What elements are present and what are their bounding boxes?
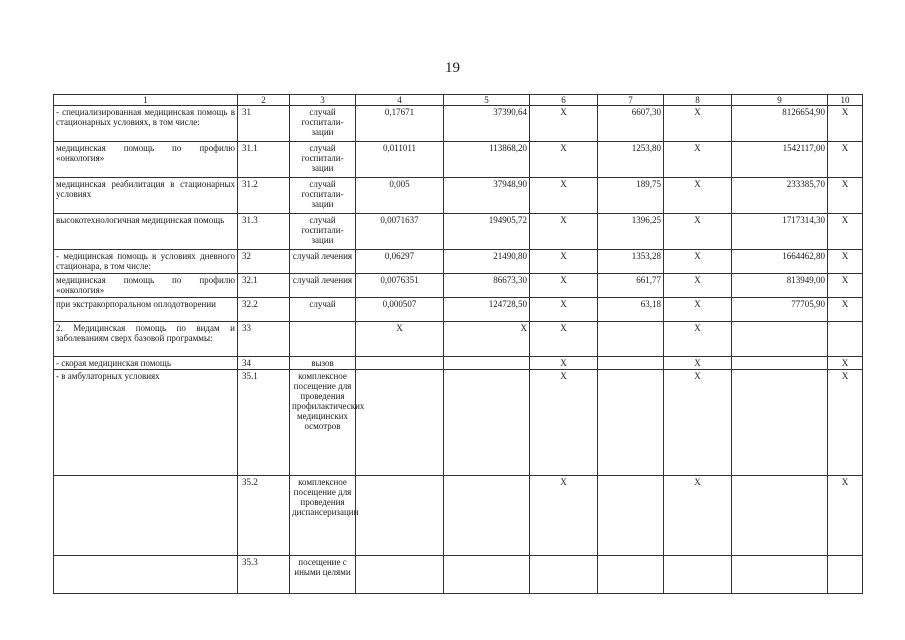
table-cell: высокотехнологичная медицинская помощь — [54, 214, 238, 250]
table-cell: X — [664, 357, 732, 370]
table-row — [54, 298, 863, 322]
table-row — [54, 178, 863, 214]
table-cell — [356, 357, 444, 370]
table-cell: 233385,70 — [732, 178, 828, 214]
table-cell: X — [444, 322, 530, 357]
table-cell: X — [664, 142, 732, 178]
table-cell — [598, 556, 664, 594]
table-cell: медицинская помощь по профилю «онкология» — [54, 142, 238, 178]
table-cell: X — [828, 274, 863, 298]
table-cell: случай лечения — [290, 274, 356, 298]
table-cell: - медицинская помощь в условиях дневного стационара, в том числе: — [54, 250, 238, 274]
table-cell: X — [664, 476, 732, 556]
table-row — [54, 556, 863, 594]
table-cell: 194905,72 — [444, 214, 530, 250]
table-cell: X — [530, 178, 598, 214]
table-cell: 37390,64 — [444, 106, 530, 142]
table-cell: 0,011011 — [356, 142, 444, 178]
table-cell: 31 — [238, 106, 290, 142]
table-cell: X — [664, 250, 732, 274]
table-cell — [444, 370, 530, 476]
table-cell: 0,0076351 — [356, 274, 444, 298]
table-cell — [598, 370, 664, 476]
table-cell: X — [828, 106, 863, 142]
table-cell: 1396,25 — [598, 214, 664, 250]
table-row — [54, 214, 863, 250]
table-cell: 661,77 — [598, 274, 664, 298]
table-cell: 0,005 — [356, 178, 444, 214]
table-cell: 21490,80 — [444, 250, 530, 274]
table-cell: 31.1 — [238, 142, 290, 178]
table-cell: вызов — [290, 357, 356, 370]
table-cell: 37948,90 — [444, 178, 530, 214]
column-header: 8 — [664, 95, 732, 106]
table-row — [54, 142, 863, 178]
table-cell — [598, 476, 664, 556]
table-cell — [598, 322, 664, 357]
table-cell: 32.1 — [238, 274, 290, 298]
table-cell — [732, 370, 828, 476]
table-cell: 35.3 — [238, 556, 290, 594]
table-cell — [444, 357, 530, 370]
table-cell: случай госпитали-зации — [290, 142, 356, 178]
table-row — [54, 357, 863, 370]
table-cell: 0,000507 — [356, 298, 444, 322]
table-cell: X — [828, 214, 863, 250]
table-cell: 1353,28 — [598, 250, 664, 274]
table-cell: случай госпитали-зации — [290, 106, 356, 142]
table-cell: 31.2 — [238, 178, 290, 214]
column-header: 3 — [290, 95, 356, 106]
column-header: 9 — [732, 95, 828, 106]
table-cell — [732, 357, 828, 370]
table-cell: X — [530, 322, 598, 357]
table-cell — [598, 357, 664, 370]
table-cell — [732, 556, 828, 594]
table-cell: X — [664, 298, 732, 322]
table-cell — [444, 556, 530, 594]
table-cell: 1717314,30 — [732, 214, 828, 250]
table-cell: 1664462,80 — [732, 250, 828, 274]
table-cell — [356, 476, 444, 556]
table-row — [54, 476, 863, 556]
table-cell: комплексное посещение для проведения профилактических медицинских осмотров — [290, 370, 356, 476]
table-row — [54, 106, 863, 142]
table-cell: X — [664, 214, 732, 250]
table-cell: 1253,80 — [598, 142, 664, 178]
table-cell: X — [530, 357, 598, 370]
table-cell: медицинская реабилитация в стационарных условиях — [54, 178, 238, 214]
table-cell: медицинская помощь по профилю «онкология» — [54, 274, 238, 298]
table-cell: X — [356, 322, 444, 357]
table-cell: 1542117,00 — [732, 142, 828, 178]
table-cell: 31.3 — [238, 214, 290, 250]
table-cell: 77705,90 — [732, 298, 828, 322]
table-cell: при экстракорпоральном оплодотворении — [54, 298, 238, 322]
table-cell: X — [664, 274, 732, 298]
table-cell: 6607,30 — [598, 106, 664, 142]
table-cell: 35.2 — [238, 476, 290, 556]
table-cell: X — [530, 250, 598, 274]
column-header: 4 — [356, 95, 444, 106]
table-cell — [664, 556, 732, 594]
column-header: 6 — [530, 95, 598, 106]
page-number: 19 — [445, 60, 460, 76]
column-header: 7 — [598, 95, 664, 106]
table-cell: случай лечения — [290, 250, 356, 274]
table-cell — [54, 476, 238, 556]
table-row — [54, 274, 863, 298]
table-cell — [54, 556, 238, 594]
table-cell: X — [828, 298, 863, 322]
table-cell: X — [530, 298, 598, 322]
table-row — [54, 370, 863, 476]
table-cell — [444, 476, 530, 556]
table-cell: 124728,50 — [444, 298, 530, 322]
table-cell: X — [828, 357, 863, 370]
table-cell: - в амбулаторных условиях — [54, 370, 238, 476]
table-cell: X — [828, 476, 863, 556]
table-cell: случай госпитали-зации — [290, 214, 356, 250]
table-cell — [530, 556, 598, 594]
table-cell: X — [530, 476, 598, 556]
table-cell: X — [828, 250, 863, 274]
table-cell: X — [664, 106, 732, 142]
table-cell: 32.2 — [238, 298, 290, 322]
table-cell: X — [530, 274, 598, 298]
column-header: 2 — [238, 95, 290, 106]
table-cell: посещение с иными целями — [290, 556, 356, 594]
table-cell — [356, 556, 444, 594]
table-cell: 113868,20 — [444, 142, 530, 178]
table-cell: 35.1 — [238, 370, 290, 476]
table-cell: X — [828, 142, 863, 178]
table-cell — [290, 322, 356, 357]
table-cell: комплексное посещение для проведения диспансеризации — [290, 476, 356, 556]
table-cell: X — [530, 106, 598, 142]
column-header: 10 — [828, 95, 863, 106]
table-cell: 63,18 — [598, 298, 664, 322]
table-cell: 2. Медицинская помощь по видам и заболеваниям сверх базовой программы: — [54, 322, 238, 357]
table-cell — [828, 322, 863, 357]
table-cell: X — [664, 322, 732, 357]
table-cell: 0,17671 — [356, 106, 444, 142]
table-cell: X — [530, 214, 598, 250]
table-cell: X — [664, 178, 732, 214]
table-cell: 86673,30 — [444, 274, 530, 298]
table-row — [54, 322, 863, 357]
table-row — [54, 250, 863, 274]
data-table — [53, 94, 863, 594]
table-cell: 813949,00 — [732, 274, 828, 298]
table-cell: 189,75 — [598, 178, 664, 214]
column-header: 1 — [54, 95, 238, 106]
table-cell — [732, 322, 828, 357]
table-cell: - специализированная медицинская помощь в стационарных условиях, в том числе: — [54, 106, 238, 142]
table-cell — [828, 556, 863, 594]
table-cell: 34 — [238, 357, 290, 370]
table-cell: 33 — [238, 322, 290, 357]
table-cell: 8126654,90 — [732, 106, 828, 142]
table-cell: 0,06297 — [356, 250, 444, 274]
table-cell: 32 — [238, 250, 290, 274]
table-cell — [732, 476, 828, 556]
table-cell: X — [530, 370, 598, 476]
table-cell: - скорая медицинская помощь — [54, 357, 238, 370]
column-header: 5 — [444, 95, 530, 106]
table-cell: случай госпитали-зации — [290, 178, 356, 214]
table-cell: X — [828, 178, 863, 214]
table-cell: X — [828, 370, 863, 476]
header-row — [54, 95, 863, 106]
table-cell: 0,0071637 — [356, 214, 444, 250]
table-cell: X — [530, 142, 598, 178]
table-cell: X — [664, 370, 732, 476]
table-cell: случай — [290, 298, 356, 322]
table-cell — [356, 370, 444, 476]
